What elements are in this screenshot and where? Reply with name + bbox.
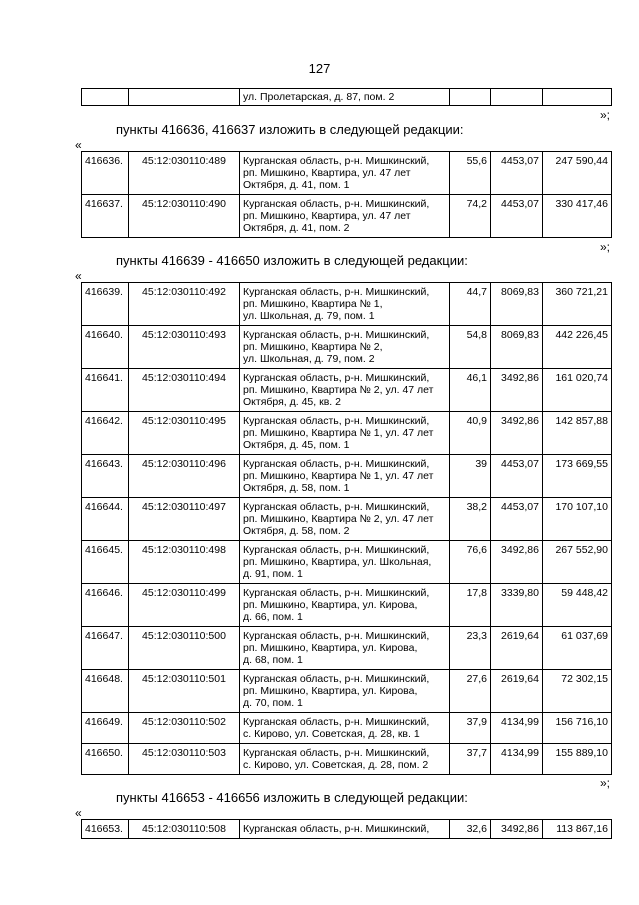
- table-row: [82, 498, 612, 541]
- table-row: [82, 670, 612, 713]
- cell-cost: 59 448,42: [543, 584, 612, 627]
- cell-area: 27,6: [450, 670, 491, 713]
- opening-quote: «: [75, 806, 82, 820]
- opening-quote: «: [75, 138, 82, 152]
- cell-number: 416637.: [82, 195, 129, 238]
- cell-address: Курганская область, р-н. Мишкинский, рп. Мишкино, Квартира, ул. Кирова, д. 68, пом. 1: [240, 627, 450, 670]
- page-number: 127: [308, 61, 331, 76]
- table-row: [82, 584, 612, 627]
- cell-cost: 247 590,44: [543, 152, 612, 195]
- cell-area: 38,2: [450, 498, 491, 541]
- table-row: [82, 713, 612, 744]
- cell-cost: 360 721,21: [543, 283, 612, 326]
- cell-number: 416636.: [82, 152, 129, 195]
- cell-area: 44,7: [450, 283, 491, 326]
- cell-price: 8069,83: [491, 326, 543, 369]
- cell-cadastral: 45:12:030110:501: [129, 670, 240, 713]
- cell-address: Курганская область, р-н. Мишкинский, рп. Мишкино, Квартира № 2, ул. 47 лет Октября, д. 45, кв. 2: [240, 369, 450, 412]
- cell-cost: 72 302,15: [543, 670, 612, 713]
- cell-area: 46,1: [450, 369, 491, 412]
- cell-address: Курганская область, р-н. Мишкинский, рп. Мишкино, Квартира, ул. 47 лет Октября, д. 41, пом. 1: [240, 152, 450, 195]
- cell-number: 416646.: [82, 584, 129, 627]
- cell-price: 4453,07: [491, 152, 543, 195]
- table-row: [82, 326, 612, 369]
- table-row: [82, 455, 612, 498]
- table-section-3: [81, 819, 612, 839]
- cell-cost: 330 417,46: [543, 195, 612, 238]
- cell-area: 54,8: [450, 326, 491, 369]
- cell-area: 37,9: [450, 713, 491, 744]
- cell-cost: 142 857,88: [543, 412, 612, 455]
- cell-cost: 155 889,10: [543, 744, 612, 775]
- section-instruction: пункты 416639 - 416650 изложить в следующей редакции:: [116, 253, 468, 268]
- table-continuation: [81, 88, 612, 106]
- cell-area: 40,9: [450, 412, 491, 455]
- cell-cadastral: 45:12:030110:492: [129, 283, 240, 326]
- cell-cost: 442 226,45: [543, 326, 612, 369]
- closing-quote: »;: [599, 108, 610, 122]
- cell-price: 4134,99: [491, 744, 543, 775]
- table-row: [82, 412, 612, 455]
- table-section-2: [81, 282, 612, 775]
- cell-address: Курганская область, р-н. Мишкинский, с. Кирово, ул. Советская, д. 28, кв. 1: [240, 713, 450, 744]
- closing-quote: »;: [599, 776, 610, 790]
- table-row: [82, 744, 612, 775]
- cell-number: 416650.: [82, 744, 129, 775]
- cell-price: 8069,83: [491, 283, 543, 326]
- cell-cadastral: [129, 89, 240, 106]
- cell-cost: 170 107,10: [543, 498, 612, 541]
- table-row: [82, 627, 612, 670]
- cell-address: Курганская область, р-н. Мишкинский, рп. Мишкино, Квартира, ул. Кирова, д. 70, пом. 1: [240, 670, 450, 713]
- cell-area: 17,8: [450, 584, 491, 627]
- cell-number: 416649.: [82, 713, 129, 744]
- cell-address: Курганская область, р-н. Мишкинский,: [240, 820, 450, 839]
- cell-price: 4453,07: [491, 498, 543, 541]
- cell-address: Курганская область, р-н. Мишкинский, рп. Мишкино, Квартира № 2, ул. Школьная, д. 79, пом. 2: [240, 326, 450, 369]
- cell-number: 416642.: [82, 412, 129, 455]
- cell-price: 4453,07: [491, 195, 543, 238]
- cell-area: 76,6: [450, 541, 491, 584]
- cell-price: 3492,86: [491, 369, 543, 412]
- cell-cost: 267 552,90: [543, 541, 612, 584]
- cell-area: 23,3: [450, 627, 491, 670]
- cell-price: 3492,86: [491, 412, 543, 455]
- cell-number: 416648.: [82, 670, 129, 713]
- cell-cadastral: 45:12:030110:496: [129, 455, 240, 498]
- cell-address: Курганская область, р-н. Мишкинский, рп. Мишкино, Квартира, ул. Школьная, д. 91, пом. 1: [240, 541, 450, 584]
- cell-price: [491, 89, 543, 106]
- cell-area: 37,7: [450, 744, 491, 775]
- cell-cost: [543, 89, 612, 106]
- table-row: [82, 89, 612, 106]
- cell-address: Курганская область, р-н. Мишкинский, с. Кирово, ул. Советская, д. 28, пом. 2: [240, 744, 450, 775]
- cell-address: Курганская область, р-н. Мишкинский, рп. Мишкино, Квартира, ул. Кирова, д. 66, пом. 1: [240, 584, 450, 627]
- cell-number: 416639.: [82, 283, 129, 326]
- cell-area: 32,6: [450, 820, 491, 839]
- cell-number: [82, 89, 129, 106]
- cell-cadastral: 45:12:030110:503: [129, 744, 240, 775]
- cell-area: [450, 89, 491, 106]
- cell-cost: 156 716,10: [543, 713, 612, 744]
- cell-number: 416645.: [82, 541, 129, 584]
- cell-address: Курганская область, р-н. Мишкинский, рп. Мишкино, Квартира № 1, ул. 47 лет Октября, д. 45, пом. 1: [240, 412, 450, 455]
- cell-number: 416641.: [82, 369, 129, 412]
- cell-cadastral: 45:12:030110:490: [129, 195, 240, 238]
- cell-area: 74,2: [450, 195, 491, 238]
- cell-cost: 61 037,69: [543, 627, 612, 670]
- cell-cadastral: 45:12:030110:494: [129, 369, 240, 412]
- table-row: [82, 283, 612, 326]
- cell-address: ул. Пролетарская, д. 87, пом. 2: [240, 89, 450, 106]
- cell-number: 416643.: [82, 455, 129, 498]
- opening-quote: «: [75, 269, 82, 283]
- section-instruction: пункты 416653 - 416656 изложить в следующей редакции:: [116, 790, 468, 805]
- table-row: [82, 820, 612, 839]
- table-row: [82, 152, 612, 195]
- table-row: [82, 541, 612, 584]
- cell-cadastral: 45:12:030110:500: [129, 627, 240, 670]
- table-row: [82, 369, 612, 412]
- cell-price: 3492,86: [491, 820, 543, 839]
- cell-price: 2619,64: [491, 670, 543, 713]
- cell-number: 416644.: [82, 498, 129, 541]
- cell-cadastral: 45:12:030110:493: [129, 326, 240, 369]
- cell-price: 3492,86: [491, 541, 543, 584]
- cell-cadastral: 45:12:030110:508: [129, 820, 240, 839]
- table-section-1: [81, 151, 612, 238]
- cell-price: 4453,07: [491, 455, 543, 498]
- table-row: [82, 195, 612, 238]
- section-instruction: пункты 416636, 416637 изложить в следующей редакции:: [116, 122, 464, 137]
- closing-quote: »;: [599, 240, 610, 254]
- cell-cadastral: 45:12:030110:502: [129, 713, 240, 744]
- cell-cadastral: 45:12:030110:489: [129, 152, 240, 195]
- cell-cadastral: 45:12:030110:499: [129, 584, 240, 627]
- cell-cost: 161 020,74: [543, 369, 612, 412]
- cell-price: 2619,64: [491, 627, 543, 670]
- cell-cost: 113 867,16: [543, 820, 612, 839]
- cell-price: 4134,99: [491, 713, 543, 744]
- cell-address: Курганская область, р-н. Мишкинский, рп. Мишкино, Квартира № 1, ул. 47 лет Октября, д. 58, пом. 1: [240, 455, 450, 498]
- cell-cost: 173 669,55: [543, 455, 612, 498]
- cell-number: 416640.: [82, 326, 129, 369]
- cell-cadastral: 45:12:030110:497: [129, 498, 240, 541]
- cell-address: Курганская область, р-н. Мишкинский, рп. Мишкино, Квартира № 1, ул. Школьная, д. 79, пом. 1: [240, 283, 450, 326]
- cell-cadastral: 45:12:030110:498: [129, 541, 240, 584]
- cell-number: 416653.: [82, 820, 129, 839]
- cell-price: 3339,80: [491, 584, 543, 627]
- cell-cadastral: 45:12:030110:495: [129, 412, 240, 455]
- cell-address: Курганская область, р-н. Мишкинский, рп. Мишкино, Квартира № 2, ул. 47 лет Октября, д. 58, пом. 2: [240, 498, 450, 541]
- cell-address: Курганская область, р-н. Мишкинский, рп. Мишкино, Квартира, ул. 47 лет Октября, д. 41, пом. 2: [240, 195, 450, 238]
- cell-area: 55,6: [450, 152, 491, 195]
- cell-number: 416647.: [82, 627, 129, 670]
- cell-area: 39: [450, 455, 491, 498]
